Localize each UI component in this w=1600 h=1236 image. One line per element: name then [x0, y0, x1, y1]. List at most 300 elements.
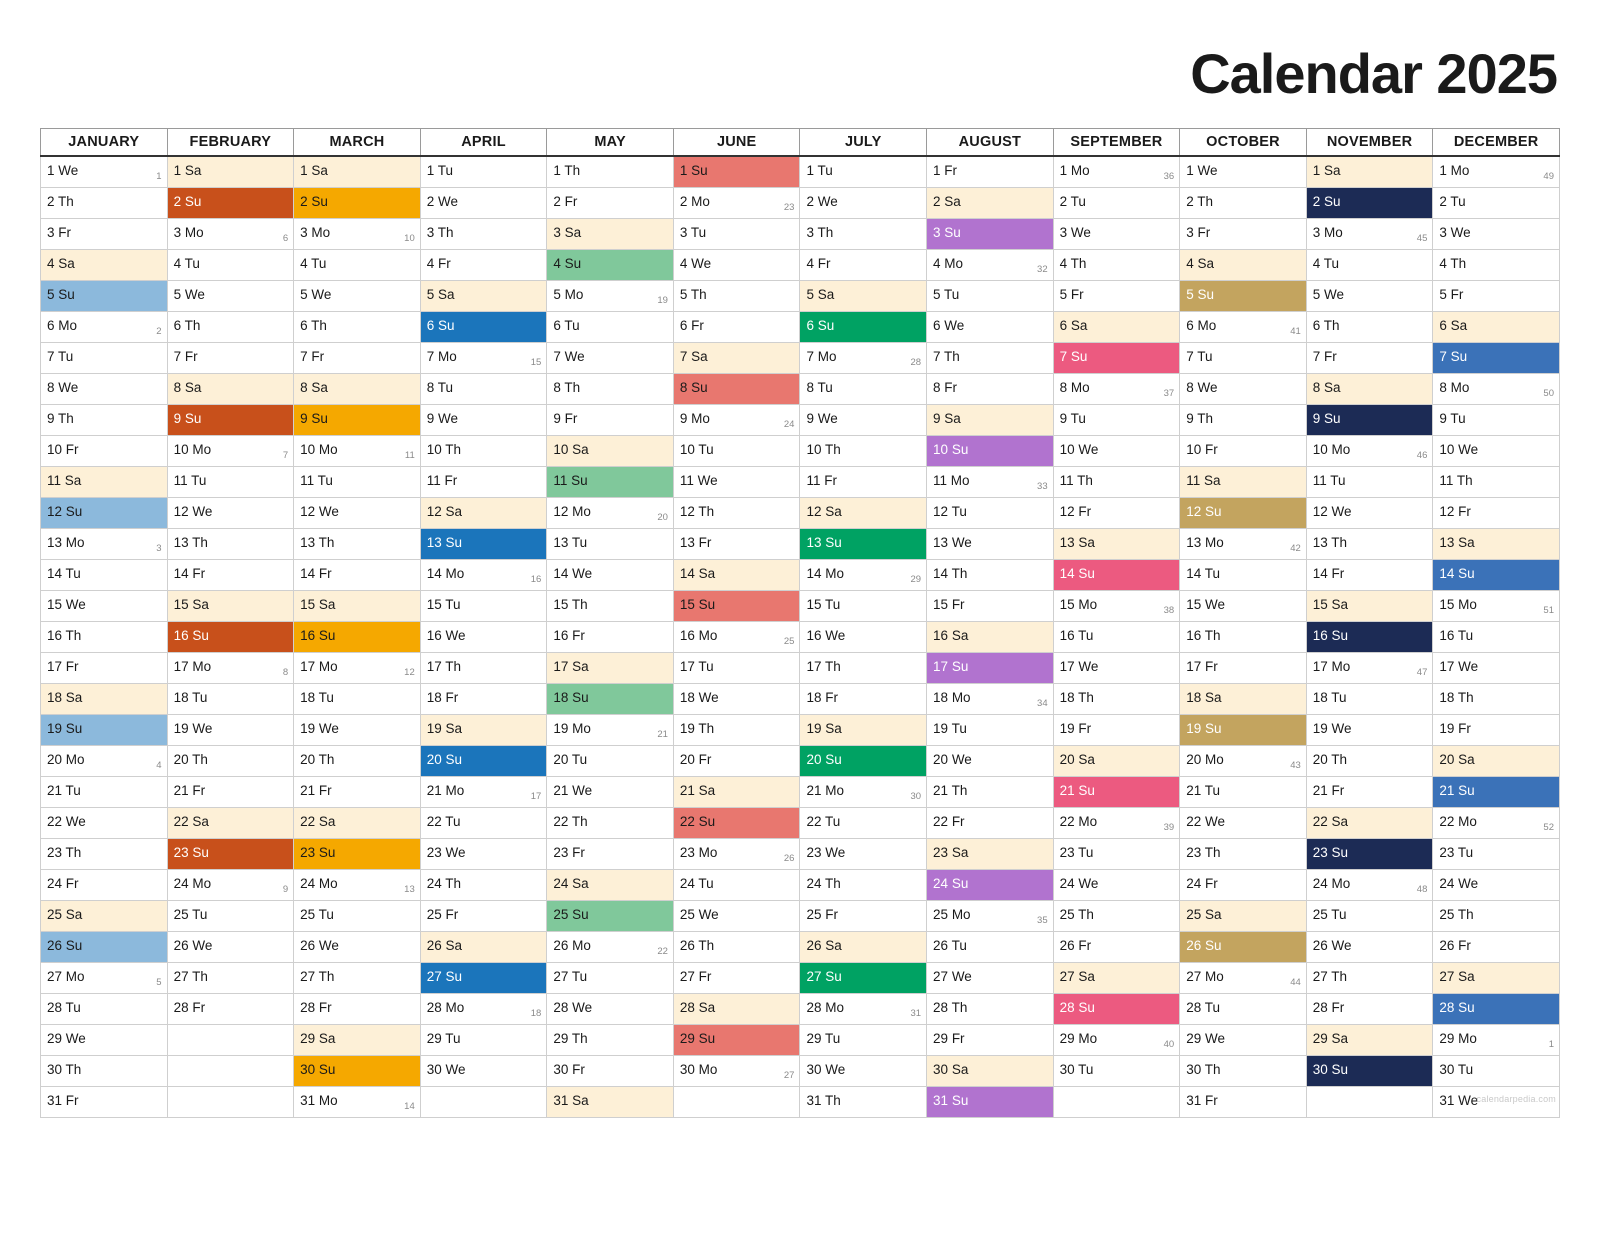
day-cell[interactable]: [1306, 498, 1433, 529]
day-cell[interactable]: [294, 156, 421, 188]
day-cell[interactable]: [1306, 684, 1433, 715]
day-cell[interactable]: [167, 188, 294, 219]
day-cell[interactable]: [1180, 281, 1307, 312]
day-cell[interactable]: [1053, 281, 1180, 312]
day-cell[interactable]: [1053, 467, 1180, 498]
day-cell[interactable]: [547, 1056, 674, 1087]
day-cell[interactable]: [927, 343, 1054, 374]
day-cell[interactable]: [420, 653, 547, 684]
day-cell[interactable]: [800, 715, 927, 746]
day-cell[interactable]: [1180, 250, 1307, 281]
day-cell[interactable]: [673, 436, 800, 467]
day-cell[interactable]: [1053, 932, 1180, 963]
day-cell[interactable]: [1180, 932, 1307, 963]
day-cell[interactable]: [1306, 963, 1433, 994]
day-cell[interactable]: [420, 374, 547, 405]
day-cell[interactable]: [547, 777, 674, 808]
day-cell[interactable]: [294, 1087, 421, 1118]
day-cell[interactable]: [1306, 343, 1433, 374]
day-cell[interactable]: [420, 777, 547, 808]
day-cell[interactable]: [1433, 653, 1560, 684]
day-cell[interactable]: [41, 901, 168, 932]
day-cell[interactable]: [927, 498, 1054, 529]
day-cell[interactable]: [547, 653, 674, 684]
day-cell[interactable]: [927, 901, 1054, 932]
day-cell[interactable]: [294, 684, 421, 715]
day-cell[interactable]: [167, 281, 294, 312]
day-cell[interactable]: [673, 622, 800, 653]
day-cell[interactable]: [294, 250, 421, 281]
day-cell[interactable]: [1053, 777, 1180, 808]
day-cell[interactable]: [1306, 1025, 1433, 1056]
day-cell[interactable]: [41, 312, 168, 343]
day-cell[interactable]: [1053, 591, 1180, 622]
day-cell[interactable]: [420, 684, 547, 715]
day-cell[interactable]: [420, 901, 547, 932]
day-cell[interactable]: [1433, 281, 1560, 312]
day-cell[interactable]: [927, 467, 1054, 498]
day-cell[interactable]: [1433, 312, 1560, 343]
day-cell[interactable]: [673, 188, 800, 219]
day-cell[interactable]: [547, 188, 674, 219]
day-cell[interactable]: [294, 963, 421, 994]
day-cell[interactable]: [41, 715, 168, 746]
day-cell[interactable]: [1053, 1056, 1180, 1087]
day-cell[interactable]: [41, 1025, 168, 1056]
day-cell[interactable]: [1053, 405, 1180, 436]
day-cell[interactable]: [673, 839, 800, 870]
day-cell[interactable]: [1053, 498, 1180, 529]
day-cell[interactable]: [1306, 777, 1433, 808]
day-cell[interactable]: [800, 591, 927, 622]
day-cell[interactable]: [1433, 777, 1560, 808]
day-cell[interactable]: [673, 963, 800, 994]
day-cell[interactable]: [294, 994, 421, 1025]
day-cell[interactable]: [294, 529, 421, 560]
day-cell[interactable]: [927, 219, 1054, 250]
day-cell[interactable]: [420, 529, 547, 560]
day-cell[interactable]: [294, 932, 421, 963]
day-cell[interactable]: [1053, 653, 1180, 684]
day-cell[interactable]: [1053, 312, 1180, 343]
day-cell[interactable]: [1180, 312, 1307, 343]
day-cell[interactable]: [294, 467, 421, 498]
day-cell[interactable]: [1306, 932, 1433, 963]
day-cell[interactable]: [927, 653, 1054, 684]
day-cell[interactable]: [1053, 839, 1180, 870]
day-cell[interactable]: [1433, 560, 1560, 591]
day-cell[interactable]: [1433, 343, 1560, 374]
day-cell[interactable]: [294, 436, 421, 467]
day-cell[interactable]: [547, 560, 674, 591]
day-cell[interactable]: [800, 405, 927, 436]
day-cell[interactable]: [1306, 405, 1433, 436]
day-cell[interactable]: [294, 219, 421, 250]
day-cell[interactable]: [420, 1087, 547, 1118]
day-cell[interactable]: [673, 653, 800, 684]
day-cell[interactable]: [1306, 529, 1433, 560]
day-cell[interactable]: [927, 188, 1054, 219]
day-cell[interactable]: [800, 250, 927, 281]
day-cell[interactable]: [167, 684, 294, 715]
day-cell[interactable]: [800, 1056, 927, 1087]
day-cell[interactable]: [800, 1025, 927, 1056]
day-cell[interactable]: [1180, 405, 1307, 436]
day-cell[interactable]: [420, 1056, 547, 1087]
day-cell[interactable]: [167, 498, 294, 529]
day-cell[interactable]: [1053, 1087, 1180, 1118]
day-cell[interactable]: [1433, 684, 1560, 715]
day-cell[interactable]: [927, 994, 1054, 1025]
day-cell[interactable]: [800, 281, 927, 312]
day-cell[interactable]: [673, 870, 800, 901]
day-cell[interactable]: [547, 684, 674, 715]
day-cell[interactable]: [1306, 870, 1433, 901]
day-cell[interactable]: [294, 746, 421, 777]
day-cell[interactable]: [41, 250, 168, 281]
day-cell[interactable]: [1180, 1087, 1307, 1118]
day-cell[interactable]: [927, 374, 1054, 405]
day-cell[interactable]: [167, 622, 294, 653]
day-cell[interactable]: [420, 436, 547, 467]
day-cell[interactable]: [1053, 436, 1180, 467]
day-cell[interactable]: [927, 715, 1054, 746]
day-cell[interactable]: [800, 343, 927, 374]
day-cell[interactable]: [41, 156, 168, 188]
day-cell[interactable]: [547, 870, 674, 901]
day-cell[interactable]: [1306, 467, 1433, 498]
day-cell[interactable]: [927, 405, 1054, 436]
day-cell[interactable]: [1433, 374, 1560, 405]
day-cell[interactable]: [673, 1056, 800, 1087]
day-cell[interactable]: [673, 901, 800, 932]
day-cell[interactable]: [1306, 374, 1433, 405]
day-cell[interactable]: [673, 374, 800, 405]
day-cell[interactable]: [547, 839, 674, 870]
day-cell[interactable]: [294, 188, 421, 219]
day-cell[interactable]: [547, 219, 674, 250]
day-cell[interactable]: [167, 963, 294, 994]
day-cell[interactable]: [547, 808, 674, 839]
day-cell[interactable]: [294, 653, 421, 684]
day-cell[interactable]: [927, 1087, 1054, 1118]
day-cell[interactable]: [294, 1056, 421, 1087]
day-cell[interactable]: [1306, 1087, 1433, 1118]
day-cell[interactable]: [1180, 467, 1307, 498]
day-cell[interactable]: [1180, 901, 1307, 932]
day-cell[interactable]: [41, 219, 168, 250]
day-cell[interactable]: [167, 156, 294, 188]
day-cell[interactable]: [167, 560, 294, 591]
day-cell[interactable]: [927, 808, 1054, 839]
day-cell[interactable]: [167, 250, 294, 281]
day-cell[interactable]: [1180, 622, 1307, 653]
day-cell[interactable]: [1180, 684, 1307, 715]
day-cell[interactable]: [420, 622, 547, 653]
day-cell[interactable]: [41, 622, 168, 653]
day-cell[interactable]: [1053, 156, 1180, 188]
day-cell[interactable]: [1180, 1056, 1307, 1087]
day-cell[interactable]: [927, 560, 1054, 591]
day-cell[interactable]: [927, 870, 1054, 901]
day-cell[interactable]: [1306, 156, 1433, 188]
day-cell[interactable]: [547, 715, 674, 746]
day-cell[interactable]: [1306, 312, 1433, 343]
day-cell[interactable]: [547, 1025, 674, 1056]
day-cell[interactable]: [41, 870, 168, 901]
day-cell[interactable]: [1433, 715, 1560, 746]
day-cell[interactable]: [1053, 188, 1180, 219]
day-cell[interactable]: [1180, 653, 1307, 684]
day-cell[interactable]: [1053, 901, 1180, 932]
day-cell[interactable]: [420, 250, 547, 281]
day-cell[interactable]: [167, 374, 294, 405]
day-cell[interactable]: [800, 219, 927, 250]
day-cell[interactable]: [547, 156, 674, 188]
day-cell[interactable]: [420, 405, 547, 436]
day-cell[interactable]: [1433, 436, 1560, 467]
day-cell[interactable]: [673, 312, 800, 343]
day-cell[interactable]: [1180, 870, 1307, 901]
day-cell[interactable]: [547, 467, 674, 498]
day-cell[interactable]: [547, 250, 674, 281]
day-cell[interactable]: [1306, 653, 1433, 684]
day-cell[interactable]: [167, 808, 294, 839]
day-cell[interactable]: [1306, 250, 1433, 281]
day-cell[interactable]: [1180, 715, 1307, 746]
day-cell[interactable]: [294, 343, 421, 374]
day-cell[interactable]: [420, 343, 547, 374]
day-cell[interactable]: [294, 901, 421, 932]
day-cell[interactable]: [1433, 591, 1560, 622]
day-cell[interactable]: [1433, 250, 1560, 281]
day-cell[interactable]: [927, 281, 1054, 312]
day-cell[interactable]: [1180, 746, 1307, 777]
day-cell[interactable]: [800, 529, 927, 560]
day-cell[interactable]: [41, 405, 168, 436]
day-cell[interactable]: [1180, 994, 1307, 1025]
day-cell[interactable]: [1053, 374, 1180, 405]
day-cell[interactable]: [1306, 436, 1433, 467]
day-cell[interactable]: [1180, 343, 1307, 374]
day-cell[interactable]: [41, 777, 168, 808]
day-cell[interactable]: [1180, 156, 1307, 188]
day-cell[interactable]: [1433, 467, 1560, 498]
day-cell[interactable]: [1433, 529, 1560, 560]
day-cell[interactable]: [294, 312, 421, 343]
day-cell[interactable]: [41, 498, 168, 529]
day-cell[interactable]: [1180, 219, 1307, 250]
day-cell[interactable]: [800, 963, 927, 994]
day-cell[interactable]: [420, 839, 547, 870]
day-cell[interactable]: [41, 1056, 168, 1087]
day-cell[interactable]: [420, 281, 547, 312]
day-cell[interactable]: [1180, 1025, 1307, 1056]
day-cell[interactable]: [1306, 746, 1433, 777]
day-cell[interactable]: [1306, 188, 1433, 219]
day-cell[interactable]: [294, 591, 421, 622]
day-cell[interactable]: [800, 312, 927, 343]
day-cell[interactable]: [1053, 684, 1180, 715]
day-cell[interactable]: [167, 994, 294, 1025]
day-cell[interactable]: [420, 498, 547, 529]
day-cell[interactable]: [547, 498, 674, 529]
day-cell[interactable]: [41, 994, 168, 1025]
day-cell[interactable]: [41, 746, 168, 777]
day-cell[interactable]: [927, 250, 1054, 281]
day-cell[interactable]: [1180, 529, 1307, 560]
day-cell[interactable]: [1180, 963, 1307, 994]
day-cell[interactable]: [800, 653, 927, 684]
day-cell[interactable]: [1180, 188, 1307, 219]
day-cell[interactable]: [800, 932, 927, 963]
day-cell[interactable]: [41, 839, 168, 870]
day-cell[interactable]: [927, 932, 1054, 963]
day-cell[interactable]: [1180, 808, 1307, 839]
day-cell[interactable]: [1433, 156, 1560, 188]
day-cell[interactable]: [420, 560, 547, 591]
day-cell[interactable]: [800, 777, 927, 808]
day-cell[interactable]: [294, 1025, 421, 1056]
day-cell[interactable]: [294, 374, 421, 405]
day-cell[interactable]: [673, 808, 800, 839]
day-cell[interactable]: [927, 529, 1054, 560]
day-cell[interactable]: [1433, 808, 1560, 839]
day-cell[interactable]: [927, 312, 1054, 343]
day-cell[interactable]: [927, 1056, 1054, 1087]
day-cell[interactable]: [1433, 870, 1560, 901]
day-cell[interactable]: [1053, 219, 1180, 250]
day-cell[interactable]: [167, 870, 294, 901]
day-cell[interactable]: [167, 405, 294, 436]
day-cell[interactable]: [420, 219, 547, 250]
day-cell[interactable]: [167, 777, 294, 808]
day-cell[interactable]: [673, 281, 800, 312]
day-cell[interactable]: [673, 156, 800, 188]
day-cell[interactable]: [167, 1025, 294, 1056]
day-cell[interactable]: [800, 684, 927, 715]
day-cell[interactable]: [420, 467, 547, 498]
day-cell[interactable]: [41, 467, 168, 498]
day-cell[interactable]: [167, 529, 294, 560]
day-cell[interactable]: [547, 622, 674, 653]
day-cell[interactable]: [1306, 560, 1433, 591]
day-cell[interactable]: [673, 467, 800, 498]
day-cell[interactable]: [1433, 932, 1560, 963]
day-cell[interactable]: [1433, 1056, 1560, 1087]
day-cell[interactable]: [547, 374, 674, 405]
day-cell[interactable]: [547, 932, 674, 963]
day-cell[interactable]: [927, 1025, 1054, 1056]
day-cell[interactable]: [800, 808, 927, 839]
day-cell[interactable]: [547, 529, 674, 560]
day-cell[interactable]: [547, 436, 674, 467]
day-cell[interactable]: [41, 281, 168, 312]
day-cell[interactable]: [167, 1056, 294, 1087]
day-cell[interactable]: [41, 684, 168, 715]
day-cell[interactable]: [927, 622, 1054, 653]
day-cell[interactable]: [673, 777, 800, 808]
day-cell[interactable]: [41, 529, 168, 560]
day-cell[interactable]: [420, 1025, 547, 1056]
day-cell[interactable]: [1433, 839, 1560, 870]
day-cell[interactable]: [41, 374, 168, 405]
day-cell[interactable]: [1306, 994, 1433, 1025]
day-cell[interactable]: [927, 746, 1054, 777]
day-cell[interactable]: [547, 281, 674, 312]
day-cell[interactable]: [41, 560, 168, 591]
day-cell[interactable]: [41, 653, 168, 684]
day-cell[interactable]: [1053, 622, 1180, 653]
day-cell[interactable]: [673, 250, 800, 281]
day-cell[interactable]: [1306, 808, 1433, 839]
day-cell[interactable]: [1306, 622, 1433, 653]
day-cell[interactable]: [294, 622, 421, 653]
day-cell[interactable]: [800, 839, 927, 870]
day-cell[interactable]: [673, 1025, 800, 1056]
day-cell[interactable]: [800, 436, 927, 467]
day-cell[interactable]: [927, 777, 1054, 808]
day-cell[interactable]: [41, 808, 168, 839]
day-cell[interactable]: [294, 405, 421, 436]
day-cell[interactable]: [1306, 715, 1433, 746]
day-cell[interactable]: [167, 467, 294, 498]
day-cell[interactable]: [1433, 622, 1560, 653]
day-cell[interactable]: [41, 343, 168, 374]
day-cell[interactable]: [800, 188, 927, 219]
day-cell[interactable]: [1053, 746, 1180, 777]
day-cell[interactable]: [1180, 839, 1307, 870]
day-cell[interactable]: [41, 188, 168, 219]
day-cell[interactable]: [294, 777, 421, 808]
day-cell[interactable]: [294, 808, 421, 839]
day-cell[interactable]: [294, 870, 421, 901]
day-cell[interactable]: [420, 188, 547, 219]
day-cell[interactable]: [547, 343, 674, 374]
day-cell[interactable]: [800, 746, 927, 777]
day-cell[interactable]: [927, 963, 1054, 994]
day-cell[interactable]: [294, 839, 421, 870]
day-cell[interactable]: [673, 529, 800, 560]
day-cell[interactable]: [927, 156, 1054, 188]
day-cell[interactable]: [547, 591, 674, 622]
day-cell[interactable]: [547, 746, 674, 777]
day-cell[interactable]: [800, 467, 927, 498]
day-cell[interactable]: [41, 963, 168, 994]
day-cell[interactable]: [800, 994, 927, 1025]
day-cell[interactable]: [167, 436, 294, 467]
day-cell[interactable]: [420, 591, 547, 622]
day-cell[interactable]: [1180, 374, 1307, 405]
day-cell[interactable]: [547, 994, 674, 1025]
day-cell[interactable]: [167, 312, 294, 343]
day-cell[interactable]: [1433, 498, 1560, 529]
day-cell[interactable]: [1306, 1056, 1433, 1087]
day-cell[interactable]: [167, 591, 294, 622]
day-cell[interactable]: [1180, 498, 1307, 529]
day-cell[interactable]: [800, 1087, 927, 1118]
day-cell[interactable]: [800, 374, 927, 405]
day-cell[interactable]: [800, 156, 927, 188]
day-cell[interactable]: [927, 684, 1054, 715]
day-cell[interactable]: [673, 994, 800, 1025]
day-cell[interactable]: [1433, 1025, 1560, 1056]
day-cell[interactable]: [673, 684, 800, 715]
day-cell[interactable]: [673, 560, 800, 591]
day-cell[interactable]: [1306, 281, 1433, 312]
day-cell[interactable]: [1433, 188, 1560, 219]
day-cell[interactable]: [1433, 219, 1560, 250]
